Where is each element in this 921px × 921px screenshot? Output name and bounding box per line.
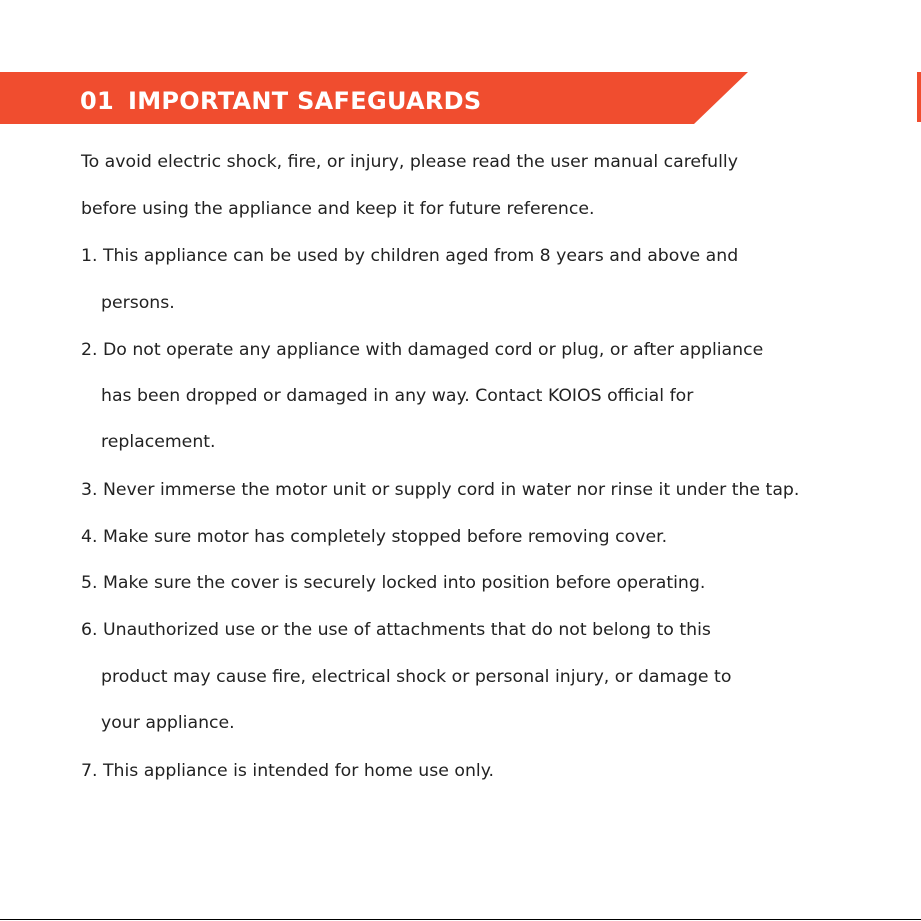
safeguard-item-2: 2. Do not operate any appliance with damaged cord or plug, or after appliance	[81, 340, 764, 360]
safeguard-item-4: 4. Make sure motor has completely stopped before removing cover.	[81, 527, 668, 547]
section-heading	[80, 86, 481, 116]
intro-line-2: before using the appliance and keep it for future reference.	[81, 199, 595, 219]
safeguard-item-3: 3. Never immerse the motor unit or supply cord in water nor rinse it under the tap.	[81, 480, 800, 500]
safeguard-item-6: 6. Unauthorized use or the use of attachments that do not belong to this	[81, 620, 711, 640]
safeguard-item-1-continued: persons.	[101, 293, 175, 313]
intro-line-1: To avoid electric shock, fire, or injury, please read the user manual carefully	[81, 152, 738, 172]
safeguard-item-6-continued: product may cause fire, electrical shock or personal injury, or damage to	[101, 667, 732, 687]
safeguard-item-2-continued-2: replacement.	[101, 432, 216, 452]
safeguard-item-2-continued: has been dropped or damaged in any way. Contact KOIOS official for	[101, 386, 694, 406]
edge-tab-marker	[917, 72, 921, 122]
section-number: 01	[80, 87, 114, 115]
safeguard-item-1: 1. This appliance can be used by children aged from 8 years and above and	[81, 246, 739, 266]
section-title: IMPORTANT SAFEGUARDS	[128, 87, 482, 115]
page-bottom-rule	[0, 919, 921, 920]
safeguard-item-5: 5. Make sure the cover is securely locked into position before operating.	[81, 573, 706, 593]
safeguard-item-6-continued-2: your appliance.	[101, 713, 235, 733]
safeguard-item-7: 7. This appliance is intended for home use only.	[81, 761, 494, 781]
